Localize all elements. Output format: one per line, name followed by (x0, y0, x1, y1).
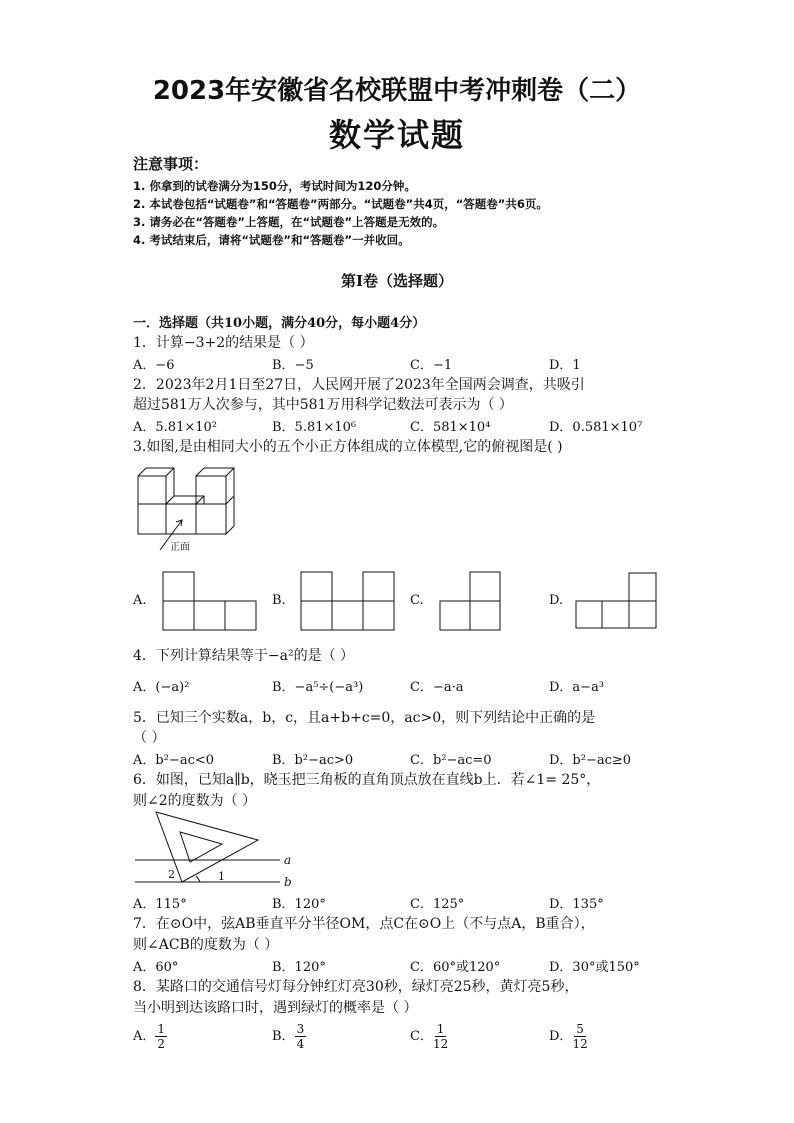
note-item: 4. 考试结束后，请将“试题卷”和“答题卷”一并收回。 (133, 233, 410, 247)
q8-option-c: C． $\frac{1}{12}$ (410, 1022, 449, 1051)
q8-stem-line2: 当小明到达该路口时，遇到绿灯的概率是（ ） (133, 1000, 418, 1016)
q6-option-d: D．135° (549, 897, 604, 912)
q4-option-d: D．a−a³ (549, 680, 605, 695)
fraction: $\frac{3}{4}$ (296, 1022, 305, 1051)
q5-option-a: A．b²−ac<0 (133, 753, 215, 768)
q7-option-c: C．60°或120° (410, 960, 501, 975)
q2-option-a: A．5.81×10² (133, 420, 217, 435)
angle-2-label: 2 (168, 868, 175, 881)
q7-stem-line2: 则∠ACB的度数为（ ） (133, 937, 279, 953)
q3-option-c-figure (437, 570, 507, 632)
q6-stem-line2: 则∠2的度数为（ ） (133, 793, 257, 809)
q6-triangle-figure (130, 808, 300, 890)
q8-option-a: A． $\frac{1}{2}$ (133, 1022, 166, 1051)
part1-heading: 一．选择题（共10小题，满分40分，每小题4分） (133, 316, 426, 331)
q3-option-b-label: B. (272, 593, 286, 608)
q4-option-b: B．−a⁵÷(−a³) (272, 680, 364, 695)
note-item: 2. 本试卷包括“试题卷”和“答题卷”两部分。“试题卷”共4页，“答题卷”共6页。 (133, 197, 548, 211)
q5-stem-line1: 5．已知三个实数a，b，c，且a+b+c=0，ac>0，则下列结论中正确的是 (133, 710, 596, 726)
q5-option-b: B．b²−ac>0 (272, 753, 354, 768)
q8-option-b: B． $\frac{3}{4}$ (272, 1022, 305, 1051)
q3-option-b-figure (298, 570, 398, 632)
fraction: $\frac{1}{2}$ (157, 1022, 166, 1051)
q3-stem: 3.如图,是由相同大小的五个小正方体组成的立体模型,它的俯视图是( ) (133, 439, 563, 455)
line-a-label: a (284, 853, 292, 867)
q2-option-d: D．0.581×10⁷ (549, 420, 643, 435)
q2-option-b: B．5.81×10⁶ (272, 420, 357, 435)
q5-stem-line2: （ ） (133, 730, 166, 746)
q3-option-d-label: D. (549, 593, 564, 608)
q6-option-b: B．120° (272, 897, 326, 912)
front-label: 正面 (170, 542, 190, 553)
fraction: $\frac{5}{12}$ (572, 1022, 588, 1051)
q5-option-d: D．b²−ac≥0 (549, 753, 632, 768)
exam-subtitle: 数学试题 (328, 116, 465, 154)
q7-option-b: B．120° (272, 960, 326, 975)
q3-option-a-figure (160, 570, 260, 632)
q5-option-c: C．b²−ac=0 (410, 753, 492, 768)
q7-option-a: A．60° (133, 960, 179, 975)
q1-option-a: A．−6 (133, 358, 175, 373)
note-item: 3. 请务必在“答题卷”上答题，在“试题卷”上答题是无效的。 (133, 215, 445, 229)
q1-option-b: B．−5 (272, 358, 314, 373)
q3-option-a-label: A. (133, 593, 147, 608)
q2-stem-line2: 超过581万人次参与，其中581万用科学记数法可表示为（ ） (133, 397, 513, 413)
angle-1-label: 1 (218, 870, 225, 883)
q8-option-d: D． $\frac{5}{12}$ (549, 1022, 588, 1051)
q3-option-d-figure (574, 570, 662, 632)
q7-stem-line1: 7．在⊙O中，弦AB垂直平分半径OM，点C在⊙O上（不与点A，B重合）， (133, 916, 595, 932)
q1-option-c: C．−1 (410, 358, 453, 373)
q6-option-c: C．125° (410, 897, 465, 912)
section-title: 第Ⅰ卷（选择题） (340, 272, 454, 290)
q6-option-a: A．115° (133, 897, 187, 912)
q4-option-a: A．(−a)² (133, 680, 190, 695)
q4-stem: 4．下列计算结果等于−a²的是（ ） (133, 648, 355, 664)
fraction: $\frac{1}{12}$ (432, 1022, 449, 1051)
q2-stem-line1: 2．2023年2月1日至27日，人民网开展了2023年全国两会调查，共吸引 (133, 377, 585, 393)
exam-title: 2023年安徽省名校联盟中考冲刺卷（二） (152, 76, 642, 106)
q3-cube-model-figure (130, 462, 250, 557)
q1-option-d: D．1 (549, 358, 581, 373)
notes-heading: 注意事项： (133, 155, 209, 173)
q8-stem-line1: 8．某路口的交通信号灯每分钟红灯亮30秒，绿灯亮25秒，黄灯亮5秒， (133, 979, 579, 995)
q4-option-c: C．−a·a (410, 680, 464, 695)
q3-option-c-label: C. (410, 593, 424, 608)
line-b-label: b (284, 875, 292, 889)
note-item: 1. 你拿到的试卷满分为150分，考试时间为120分钟。 (133, 179, 416, 193)
q1-stem: 1．计算−3+2的结果是（ ） (133, 335, 314, 351)
q7-option-d: D．30°或150° (549, 960, 640, 975)
q2-option-c: C．581×10⁴ (410, 420, 491, 435)
q6-stem-line1: 6．如图，已知a∥b，晓玉把三角板的直角顶点放在直线b上．若∠1= 25°， (133, 772, 601, 788)
